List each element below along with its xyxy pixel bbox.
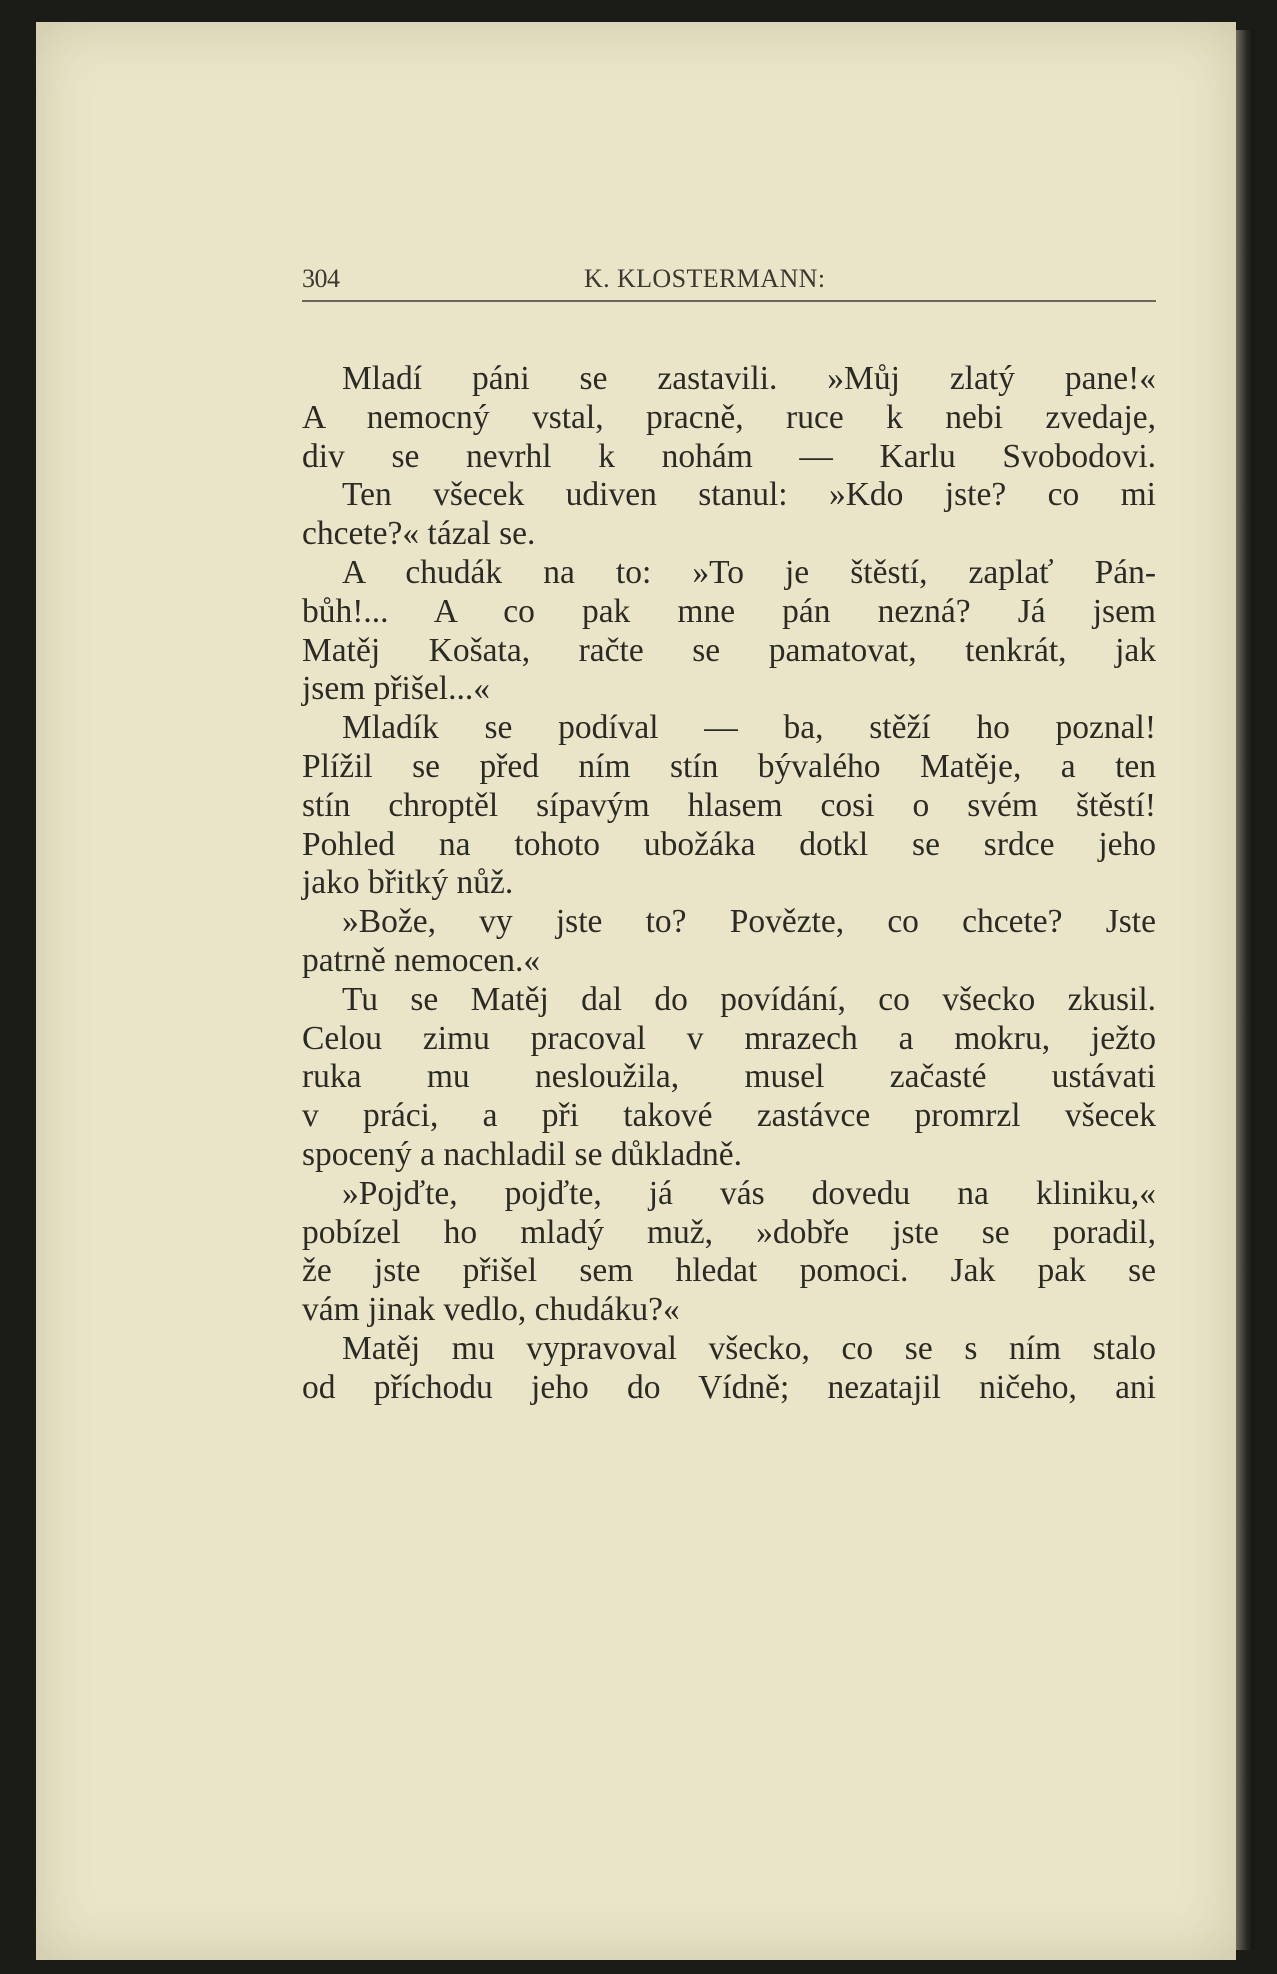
text-line: div se nevrhl k nohám — Karlu Svobodovi. [302, 437, 1156, 475]
page-number: 304 [302, 264, 340, 293]
text-line: bůh!... A co pak mne pán nezná? Já jsem [302, 592, 1156, 630]
text-line: patrně nemocen.« [302, 942, 541, 979]
running-head: K. KLOSTERMANN: [584, 264, 826, 293]
text-line: jako břitký nůž. [302, 864, 514, 902]
text-line: Ten všecek udiven stanul: »Kdo jste? co mi [342, 476, 1156, 514]
text-line: Celou zimu pracoval v mrazech a mokru, ježto [302, 1019, 1156, 1057]
text-line: spocený a nachladil se důkladně. [302, 1136, 742, 1173]
header-rule [302, 300, 1156, 302]
text-line: v práci, a při takové zastávce promrzl všecek [302, 1097, 1156, 1135]
text-line: »Bože, vy jste to? Povězte, co chcete? Jste [342, 903, 1156, 941]
text-line: Pohled na tohoto ubožáka dotkl se srdce jeho [302, 825, 1156, 863]
text-line: stín chroptěl sípavým hlasem cosi o svém štěstí! [302, 786, 1156, 824]
text-line: A nemocný vstal, pracně, ruce k nebi zvedaje, [302, 398, 1156, 436]
page-edge-shadow [1236, 30, 1254, 1950]
text-line: Tu se Matěj dal do povídání, co všecko zkusil. [342, 980, 1156, 1018]
text-line: Mladík se podíval — ba, stěží ho poznal! [342, 709, 1156, 747]
page-header [302, 258, 1156, 302]
text-line: že jste přišel sem hledat pomoci. Jak pak se [302, 1252, 1156, 1290]
text-line: Matěj Košata, račte se pamatovat, tenkrát, jak [302, 631, 1156, 669]
text-line: »Pojďte, pojďte, já vás dovedu na kliniku,« [342, 1174, 1156, 1212]
text-line: od příchodu jeho do Vídně; nezatajil ničeho, ani [302, 1368, 1156, 1406]
text-line: ruka mu nesloužila, musel začasté ustávati [302, 1058, 1156, 1096]
text-line: A chudák na to: »To je štěstí, zaplať Pán- [342, 554, 1156, 591]
text-line: jsem přišel...« [302, 670, 490, 708]
text-line: pobízel ho mladý muž, »dobře jste se poradil, [302, 1213, 1156, 1251]
text-line: Mladí páni se zastavili. »Můj zlatý pane!« [342, 360, 1156, 397]
text-line: chcete?« tázal se. [302, 515, 536, 553]
text-line: Plížil se před ním stín bývalého Matěje, a ten [302, 748, 1156, 785]
text-line: vám jinak vedlo, chudáku?« [302, 1291, 680, 1329]
text-line: Matěj mu vypravoval všecko, co se s ním stalo [342, 1330, 1156, 1367]
